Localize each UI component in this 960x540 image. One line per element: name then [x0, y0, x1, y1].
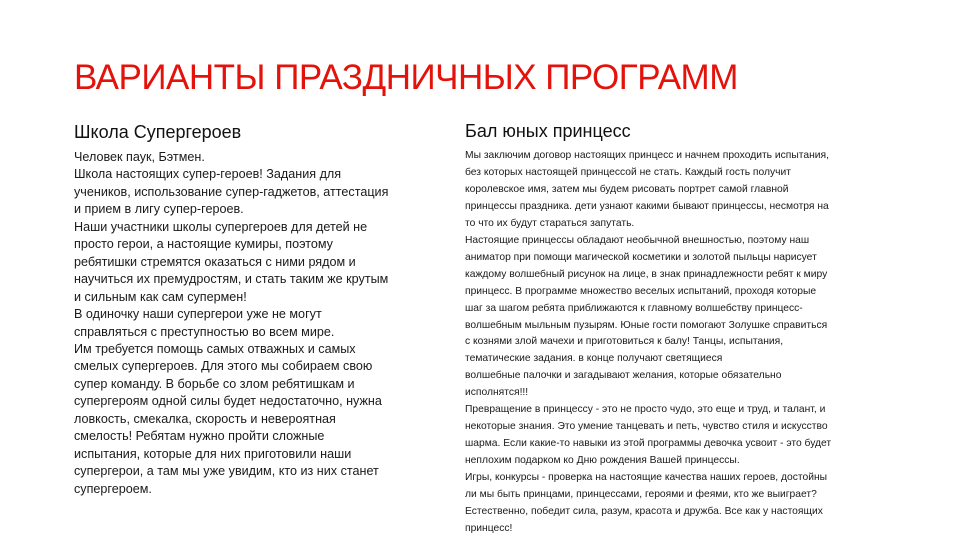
text-line: королевское имя, затем мы будем рисовать портрет самой главной [465, 183, 789, 195]
text-line: научиться их премудростям, и стать таким же крутым [74, 272, 389, 287]
text-line: неплохим подарком ко Дню рождения Вашей принцессы. [465, 455, 740, 467]
superhero-school-heading: Школа Супергероев [74, 122, 242, 142]
text-line: принцесс. В программе множество веселых испытаний, проходя которые [465, 285, 817, 297]
text-line: ловкость, смекалка, скорость и невероятная [74, 411, 336, 426]
text-line: шаг за шагом ребята приближаются к главному волшебству принцесс- [465, 302, 803, 314]
text-line: волшебные палочки и загадывают желания, которые обязательно [465, 370, 782, 382]
text-line: В одиночку наши супергерои уже не могут [74, 307, 322, 322]
text-line: каждому волшебный рисунок на лице, в знак принадлежности ребят к миру [465, 268, 828, 280]
princess-ball-column [465, 120, 930, 538]
text-line: супергероем. [74, 481, 152, 496]
superhero-school-text [74, 149, 446, 498]
text-line: учеников, использование супер-гаджетов, аттестация [74, 184, 389, 199]
text-line: ребятишки стремятся оказаться с ними рядом и [74, 254, 356, 269]
text-line: Настоящие принцессы обладают необычной внешностью, поэтому наш [465, 234, 810, 246]
text-line: тематические задания. в конце получают светящиеся [465, 353, 723, 365]
text-line: волшебным мыльным пузырям. Юные гости помогают Золушке справиться [465, 319, 828, 331]
text-line: Мы заключим договор настоящих принцесс и начнем проходить испытания, [465, 150, 829, 161]
text-line: некоторые знания. Это умение танцевать и петь, чувство стиля и искусство [465, 421, 828, 433]
text-line: испытания, которые для них приготовили наши [74, 446, 352, 461]
page-title: ВАРИАНТЫ ПРАЗДНИЧНЫХ ПРОГРАММ [74, 58, 738, 97]
text-line: исполнятся!!! [465, 387, 529, 399]
text-line: Им требуется помощь самых отважных и самых [74, 341, 356, 356]
text-line: супер команду. В борьбе со злом ребятишкам и [74, 376, 355, 391]
text-line: супергероям одной силы будет недостаточно, нужна [74, 394, 382, 409]
text-line: принцессы праздника. дети узнают какими бывают принцессы, несмотря на [465, 200, 829, 212]
text-line: ли мы быть принцами, принцессами, героями и феями, кто же выиграет? [465, 489, 817, 501]
text-line: Игры, конкурсы - проверка на настоящие качества наших героев, достойны [465, 472, 828, 484]
text-line: супергерои, а там мы уже увидим, кто из них станет [74, 464, 379, 479]
text-line: принцесс! [465, 522, 513, 534]
text-line: Превращение в принцессу - это не просто чудо, это еще и труд, и талант, и [465, 404, 826, 416]
princess-ball-text [465, 148, 930, 538]
text-line: Естественно, победит сила, разум, красота и дружба. Все как у настоящих [465, 506, 823, 518]
text-line: Человек паук, Бэтмен. [74, 150, 205, 164]
text-line: шарма. Если какие-то навыки из этой программы девочка усвоит - это будет [465, 438, 832, 450]
text-line: Наши участники школы супергероев для детей не [74, 219, 368, 234]
text-line: справляться с преступностью во всем мире. [74, 324, 335, 339]
text-line: аниматор при помощи магической косметики и золотой пыльцы нарисует [465, 251, 817, 263]
text-line: то что их будут стараться запутать. [465, 217, 635, 229]
text-line: Школа настоящих супер-героев! Задания для [74, 167, 342, 182]
text-line: просто герои, а настоящие кумиры, поэтому [74, 237, 333, 252]
superhero-school-column [74, 120, 446, 498]
text-line: с кознями злой мачехи и приготовиться к балу! Танцы, испытания, [465, 336, 784, 348]
text-line: без которых настоящей принцессой не стать. Каждый гость получит [465, 166, 791, 178]
text-line: смелость! Ребятам нужно пройти сложные [74, 429, 325, 444]
text-line: и сильным как сам супермен! [74, 289, 247, 304]
text-line: и прием в лигу супер-героев. [74, 202, 244, 217]
text-line: смелых супергероев. Для этого мы собираем свою [74, 359, 373, 374]
princess-ball-heading: Бал юных принцесс [465, 121, 631, 141]
